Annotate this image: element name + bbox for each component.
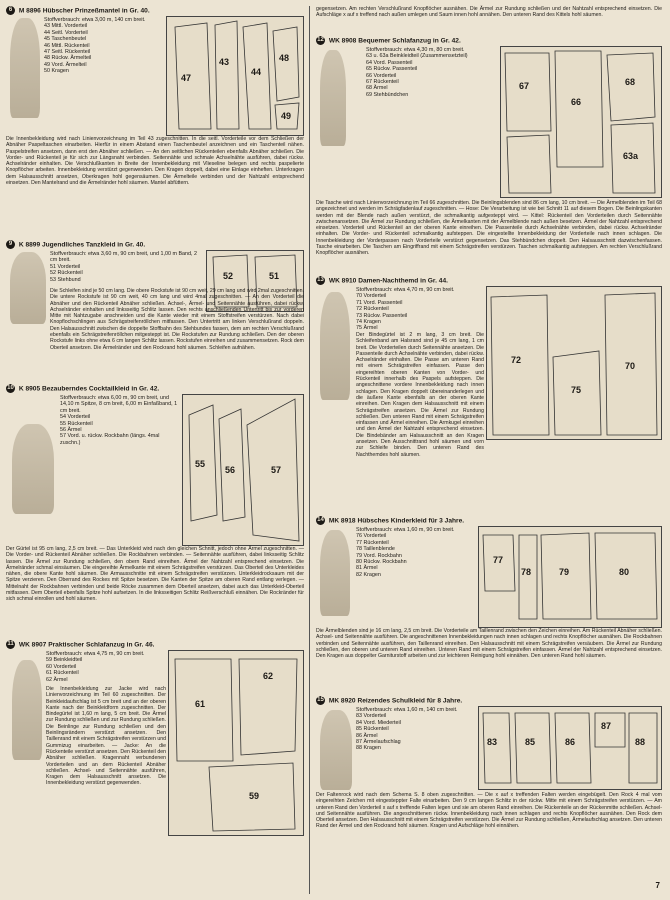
pattern-section-14: [316, 516, 664, 692]
fabric-usage: Stoffverbrauch: etwa 4,30 m, 80 cm breit.: [366, 47, 465, 53]
instructions-text: Die Tasche wird nach Linienvorzeichnung im Teil 66 zugeschnitten. Die Beinlingsblenden sind 86 cm lang, 10 cm breit. — Die Ärmelblenden im Teil 68 angezeichnet und werden im Schrägfadenlauf zugeschnitten. — Hose: Die Verarbeitung ist wie bei Schnitt 11 auf diesem Bogen. Die Beinlingskanten werden mit der Blende nach außen verstürzt, die schmalkantig aufgesteppt wird. — Kittel: Rückenteil den Vorderteilen durch Seitennähte zwischenansetzen. Die Ärmel zur Rundung schließen, die Ärmelkanten mit der Ärmelblende nach außen besetzen. Ärmel der Nahtzahl entsprechend einsetzen. Vorderteil und Rückenteil an der oberen Kante einreihen. Die Passenteile durch Achselnähte verbinden, dabei rückw. Achselränder einhalten. Die Vorder- und Rückenteil schmalkantig aufsteppen. Die eingestellte Innenbekleidung der Vorderteile nach innen schlagen. Die Innenbekleidung der Vorderpassen nach Vorderteile verstürzt gegensetzen. Das Stehbündchen doppelt. Den Halsausschnitt dazwischenfassen. Tasche einarbeiten. Die Taschen am Eingriffrand mit einem Schrägstreifen verstürzen. Taschen schmalkantig aufsteppen. Am rechten Verschlußrand Knopflöcher ausnähen.: [316, 200, 662, 257]
part-item: 75 Ärmel: [356, 325, 378, 332]
fabric-usage: Stoffverbrauch: etwa 3,00 m, 140 cm breit.: [44, 17, 146, 23]
part-item: 64 Vord. Passenteil: [366, 59, 413, 66]
model-illustration: [10, 252, 46, 324]
section-header: [316, 516, 664, 525]
part-item: 49 Vord. Ärmelteil: [44, 61, 87, 68]
pattern-parts-list: [44, 23, 164, 74]
section-header: [316, 696, 664, 705]
part-item: 43 Mittl. Vorderteil: [44, 23, 88, 30]
instructions-text: Der Bindegürtel ist 2 m lang, 3 cm breit. Die Schleifenband am Halsrand sind je 45 cm lang, 1 cm breit. Die Vorderteilen durch Seitennähte ansetzen. Die Passenteile durch Achselnähte verbinden, dabei rückw. Achselränder einhalten. Die Passe am unteren Rand mit einem Schrägstreifen einfassen. Passe den eingereihten oberen Kanten von Vorder- und Rückenteil innerhalb des Paspels aufsteppen. Die angeschnittene vordere Innenbekleidung nach innen schlagen. Den Kragen doppelt übereinanderlegen und die äußere Kante ebenfalls an der oberen Kante einreihen. Den Kragen dem Halsausschnitt mit einem Schrägstreifen ansetzen. Die Ärmel zur Rundung schließen. Den unteren Rand mit einem Schrägstreifen einfassen und Ärmel einreihen. Die Armkugel einreihen und den Ärmel der Nahtzahl entsprechend einsetzen. Die Bindebänder am Halsausschnitt an den Kragen ansetzen. Den Ausschnittrand hohl säumen und vorn zur Schleife binden. Den unteren Rand des Nachthemdes hohl säumen.: [356, 332, 484, 458]
part-item: 66 Vorderteil: [366, 72, 397, 79]
pattern-section-6: [6, 6, 306, 236]
section-title: Hübscher Prinzeßmantel in Gr. 40.: [42, 7, 150, 15]
section-header: [6, 240, 306, 249]
instructions-head: [44, 74, 162, 132]
piece-number: 61: [195, 699, 206, 709]
instructions-head: [366, 102, 498, 198]
section-title: Hübsches Kinderkleid für 3 Jahre.: [357, 517, 465, 525]
section-number-badge: 14: [317, 517, 324, 523]
piece-number: 79: [559, 567, 570, 577]
section-code: WK 8907: [18, 641, 47, 649]
section-code: K 8899: [18, 241, 41, 249]
part-item: 51 Vorderteil: [50, 263, 81, 270]
part-item: 59 Beinkleidteil: [46, 657, 83, 664]
section-code: M 8896: [18, 7, 41, 15]
model-illustration: [320, 710, 352, 790]
section-code: MK 8918: [328, 517, 356, 525]
section-number-badge: 11: [7, 641, 14, 647]
piece-number: 85: [525, 737, 536, 747]
section-number-badge: 10: [7, 385, 14, 391]
pattern-parts-list: [356, 293, 486, 331]
piece-number: 48: [279, 53, 290, 63]
part-item: 70 Vorderteil: [356, 293, 387, 300]
pattern-parts-list: [356, 713, 476, 751]
part-item: 85 Rückenteil: [356, 726, 389, 733]
piece-number: 70: [625, 361, 636, 371]
pattern-section-10: [6, 384, 306, 634]
part-item: 62 Ärmel: [46, 676, 68, 683]
part-item: 74 Kragen: [356, 319, 381, 326]
pattern-diagram: [478, 706, 662, 790]
pattern-diagram: [500, 46, 662, 198]
part-item: 88 Kragen: [356, 745, 381, 752]
pattern-pieces-svg: [479, 707, 661, 789]
instructions-head: [60, 458, 178, 540]
part-item: 46 Mittl. Rückenteil: [44, 42, 90, 49]
piece-number: 67: [519, 81, 530, 91]
model-illustration: [10, 18, 40, 118]
section-header: [6, 384, 306, 393]
column-divider: [309, 6, 310, 894]
piece-number: 63a: [623, 151, 639, 161]
model-illustration: [12, 660, 42, 760]
section-header: [316, 36, 664, 45]
instructions-text: Die Schleifen sind je 50 cm lang. Die obere Rockstufe ist 90 cm weit, 29 cm lang und wird 2mal zugeschnitten. Die untere Rockstufe ist 90 cm weit, 40 cm lang und wird 4mal zugeschnitten. — An den Vorderteil die Abnäher und den Rückenteil Abnäher schließen. Achsel-, Ärmel- und Seitennähte ausführen, dabei rückw. Achselränder einhalten und linksseitig Schlitz lassen. Den rechts anschließenden Untertritt bis zur vorderen Mitte mit Nahtzugabe anschneiden und die Kante wieder mit einem Stoffstreifen verstürzen. Nach dabei Knopflochschlingen aus Schrägstreifenröllchen mitfassen. Den Untertritt am linken Verschlußrand doppeln. Den Halsausschnitt zwischen die doppelte Stoffbahn des Stehbundes fassen, dem am rechten Verschlußrand ebenfalls ein Schrägstreifenröllchen mitgesteppt ist. Die Rockstufen zur Rundung schließen. Den der oberen Rockstufe links ohne etwa 6 cm langen Schlitz lassen. Rockstufen einreihen und zusammensetzen. Rock dem Oberteil ansetzen. Die Ärmelränder und den Rockrand hohl säumen. Schleifen aufnähen.: [50, 288, 304, 351]
piece-number: 56: [225, 465, 236, 475]
piece-number: 55: [195, 459, 206, 469]
part-item: 63 u. 63a Beinkleidteil (Zusammensetzteil): [366, 53, 468, 60]
fabric-usage: Stoffverbrauch: etwa 3,60 m, 90 cm breit, und 1,00 m Band, 2 cm breit.: [50, 251, 198, 264]
part-item: 84 Vord. Miederteil: [356, 719, 401, 726]
piece-number: 66: [571, 97, 582, 107]
section-code: K 8905: [18, 385, 41, 393]
pattern-diagram: [486, 286, 662, 440]
piece-number: 75: [571, 385, 582, 395]
fabric-usage: Stoffverbrauch: etwa 1,60 m, 90 cm breit.: [356, 527, 455, 533]
section-number-badge: 6: [6, 6, 15, 15]
fabric-usage: Stoffverbrauch: etwa 4,75 m, 90 cm breit.: [46, 651, 145, 657]
pattern-section-12: [316, 36, 664, 272]
section-number-badge: 13: [317, 277, 324, 283]
pattern-pieces-svg: [169, 651, 303, 835]
section-title: Bezauberndes Cocktailkleid in Gr. 42.: [41, 385, 160, 393]
part-item: 76 Vorderteil: [356, 533, 387, 540]
model-illustration: [12, 424, 54, 514]
pattern-section-15: [316, 696, 664, 872]
part-item: 65 Rückw. Passenteil: [366, 66, 418, 73]
piece-number: 78: [521, 567, 532, 577]
piece-number: 57: [271, 465, 282, 475]
instructions-text: Die Innenbekleidung wird nach Linienvorzeichnung im Teil 43 zugeschnitten. In die seitl. Vorderteile vor dem Schließen der Abnäher Paspeltaschen einarbeiten. Hierfür in einem Abstand einen Taschenbeutel anzeichnen und ein Taschenteil nähen. Paspelstreifen ansetzen, dann erst den Abnäher schließen. — An den seitlichen Rückenteilen ebenfalls Abnäher schließen. Die Vorder- und Rückenteil je für sich zur Längsnaht verbinden. Seitennähte und schmale Achselnähte ausführen, dabei rückw. Achselränder einhalten. Die Verschlußkanten in Breite der Innenbekleidung mit Vlieseline belegen und rechts paspelierte Knopflöcher arbeiten. Innenbekleidung verstürzt gegenwenden. Den Kragen doppelt, dabei eine Einlage einheften. Unterkragen dem Halsausschnitt ansetzen, Oberkragen hohl gegensäumen. Die Ärmelteile verbinden und der Nahtzahl entsprechend einsetzen. Den Mantelrand und die Ärmelränder hohl säumen. Mantel abfüttern.: [6, 136, 304, 187]
model-illustration: [320, 50, 346, 146]
piece-number: 86: [565, 737, 576, 747]
pattern-diagram: [478, 526, 662, 628]
piece-number: 72: [511, 355, 522, 365]
part-item: 48 Rückw. Ärmelteil: [44, 55, 92, 62]
section-number-badge: 12: [317, 37, 324, 43]
instructions-text: Die Innenbekleidung zur Jacke wird nach Linienvorzeichnung im Teil 60 zugeschnitten. Der Beinkleidaufschlag ist 5 cm breit und an der oberen Kante nach der Beinkleidform zugeschnitten. Der Bindegürtel ist 1,60 m lang, 5 cm breit. Die Ärmel zur Rundung schließen und zur Rundung schließen. Die Beinlinge zur Rundung schließen und den Beinlingsrändern verstürzt ansetzen. Den Taillenrand mit einem Schrägstreifen verstürzen und Gummizug einarbeiten. — Jacke: An die Rückenteile verstürzt ansetzen. Den Rückenteil den Abnäher schließen. Kragennaht verbundenen Vorderteilen und an dem Rückenteil Abnäher schließen. Achsel- und Seitennähte ausführen, Kragen dem Halsausschnitt ansetzen. Die Innenbekleidung verstürzt gegenwenden.: [46, 686, 166, 787]
instructions-text: Der Gürtel ist 95 cm lang, 2,5 cm breit. — Das Unterkleid wird nach den gleichen Schnitt, jedoch ohne Ärmel zugeschnitten. — Die Vorder- und Rückenteil Abnäher schließen. Die Rockbahnen verbinden. — Seitennähte ausführen, dabei linksseitig Schlitz lassen. Die Ärmel zur Rundung schließen, den obern Rand einreihen. Ärmel der Nahtzahl entsprechend einsetzen. Die Ärmelränder schmal einsäumen. Die eingereihte Ärmelkante mit einem Schrägstreifen verstürzen. Das Oberteil des Unterkleides nähen, die obere Kante hohl säumen. Die Armausschnitte mit einem Schrägstreifen verstürzen. Unterkleidrocksaum mit der Spitze verzieren. Den Oberrand des Rockes mit Spitze besetzen. Die Kanten der Spitze am oberen Rand entlang verlegen. — Mittelnaht der Rockbahnen verbinden und beide Röcke zusammen dem Oberteil ansetzen, dabei auch das Unterkleid-Oberteil mitfassen. Dem Oberteil ebenfalls Spitze hohl aufsetzen. In die linksseitigen Schlitz Reißverschluß einnähen. Die Rockränder für sich schmal einrollen und hohl säumen.: [6, 546, 304, 603]
part-item: 60 Vorderteil: [46, 663, 77, 670]
section-title: Damen-Nachthemd in Gr. 44.: [358, 277, 448, 285]
section-header: [6, 640, 306, 649]
piece-number: 68: [625, 77, 636, 87]
fabric-usage: Stoffverbrauch: etwa 4,70 m, 90 cm breit.: [356, 287, 455, 293]
pattern-parts-list: [50, 264, 200, 283]
piece-number: 83: [487, 737, 498, 747]
part-item: 80 Rückw. Rockbahn: [356, 559, 407, 566]
pattern-parts-list: [356, 533, 476, 578]
part-item: 52 Rückenteil: [50, 270, 83, 277]
instructions-text: Der Faltenrock wird nach dem Schema S. 8 oben zugeschnitten. — Die x auf x treffenden Falten werden eingebügelt. Den Rock 4 mal vom eingereihten Zeichen mit eingesteppter Falte einarbeiten. Den 9 cm langen Schlitz in der rückw. Mitte mit einem Schrägstreifen verstürzen. — Am unteren Rand den Vorderteil x auf x treffende Falten legen und sie am oberen Rand einreihen. Die Rückenteile an der Rückenmitte schließen. Achsel- und Seitennähte ausführen. Die angeschnittenen rückw. Innenbekleidung nach innen schlagen und rechts Knopflöcher ausnähen. Den Rock dem Oberteil ansetzen. Den Halsausschnitt mit einem Schrägstreifen verstürzen. Die Ärmel zur Rundung schließen, Ärmelaufschlag ansetzen. Den unteren Rand der Ärmel und den Rockrand hohl säumen. Kragen und Aufschläge hohl einnähen.: [316, 792, 662, 830]
section-title: Praktischer Schlafanzug in Gr. 46.: [48, 641, 155, 649]
piece-number: 47: [181, 73, 192, 83]
continuation-text: gegensetzen. Am rechten Verschlußrand Knopflöcher ausnähen. Die Ärmel zur Rundung schließen und der Nahtzahl entsprechend einsetzen. Die Aufschläge x auf x treffend nach außen umlegen und Saum innen hohl annähen. Den unteren Rand des Kittels hohl säumen.: [316, 6, 662, 19]
instructions-head: [356, 578, 476, 624]
piece-number: 80: [619, 567, 630, 577]
fabric-usage: Stoffverbrauch: etwa 1,60 m, 140 cm breit.: [356, 707, 458, 713]
piece-number: 49: [281, 111, 292, 121]
piece-number: 43: [219, 57, 230, 67]
model-illustration: [320, 292, 350, 400]
pattern-pieces-svg: [479, 527, 661, 627]
piece-number: 87: [601, 721, 612, 731]
part-item: 73 Rückw. Passenteil: [356, 312, 408, 319]
piece-number: 88: [635, 737, 646, 747]
pattern-pieces-svg: [183, 395, 303, 545]
instructions-text: Die Ärmelblenden sind je 16 cm lang, 2,5 cm breit. Die Vorderteile am Taillenrand zwischen den Zeichen einreihen. Am Rückenteil Abnäher schließen. Achsel- und Seitennähte ausführen. Die angeschnittenen Innenbekleidungen nach innen schlagen und rechts Knopflöcher ausnähen. Die Rockbahnen verbinden und Seitennähte ausführen, den Taillenrand einreihen. Den Halsausschnitt mit einem Schrägstreifen versäubern. Die Ärmel zur Rundung schließen, den oberen und unteren Rand einreihen. Unteren Rand mit einem Schrägstreifen einfassen. Ärmel der Nahtzahl entsprechend einsetzen. Den Kragen aus doppelter Garniturstoff arbeiten und zur leichteren Reinigung hohl einnähen. Den unteren Rand hohl säumen.: [316, 628, 662, 660]
fabric-usage: Stoffverbrauch: etwa 6,00 m, 90 cm breit, und 14,10 m Spitze, 8 cm breit, 6,00 m Einfaßband, 1 cm breit.: [60, 395, 178, 414]
part-item: 78 Taillenblende: [356, 546, 395, 553]
piece-number: 59: [249, 791, 260, 801]
pattern-parts-list: [366, 53, 496, 98]
page-number: 7: [655, 881, 660, 890]
part-item: 55 Rückenteil: [60, 420, 93, 427]
section-title: Reizendes Schulkleid für 8 Jahre.: [357, 697, 463, 705]
piece-number: 77: [493, 555, 504, 565]
part-item: 61 Rückenteil: [46, 670, 79, 677]
piece-number: 52: [223, 271, 234, 281]
part-item: 56 Ärmel: [60, 427, 82, 434]
part-item: 71 Vord. Passenteil: [356, 299, 403, 306]
pattern-section-9: [6, 240, 306, 376]
section-code: WK 8908: [328, 37, 357, 45]
part-item: 86 Ärmel: [356, 732, 378, 739]
part-item: 45 Taschenbeutel: [44, 36, 87, 43]
section-code: WK 8910: [328, 277, 357, 285]
part-item: 44 Seitl. Vorderteil: [44, 29, 88, 36]
pattern-pieces-svg: [501, 47, 661, 197]
pattern-parts-list: [60, 414, 180, 446]
pattern-diagram: [182, 394, 304, 546]
pattern-diagram: [166, 16, 304, 136]
model-illustration: [320, 530, 350, 616]
pattern-section-13: [316, 276, 664, 512]
part-item: 83 Vorderteil: [356, 713, 387, 720]
section-number-badge: 9: [6, 240, 15, 249]
part-item: 50 Kragen: [44, 68, 69, 75]
part-item: 69 Stehbündchen: [366, 91, 409, 98]
part-item: 81 Ärmel: [356, 565, 378, 572]
part-item: 67 Rückenteil: [366, 79, 399, 86]
part-item: 47 Seitl. Rückenteil: [44, 49, 91, 56]
part-item: 72 Rückenteil: [356, 306, 389, 313]
pattern-section-11: [6, 640, 306, 894]
pattern-parts-list: [46, 657, 166, 683]
part-item: 57 Vord. u. rückw. Rockbahn (längs. 4mal zuschn.): [60, 433, 160, 446]
pattern-diagram: [168, 650, 304, 836]
part-item: 87 Ärmelaufschlag: [356, 739, 401, 746]
part-item: 77 Rückenteil: [356, 539, 389, 546]
piece-number: 62: [263, 671, 274, 681]
section-header: [316, 276, 664, 285]
part-item: 54 Vorderteil: [60, 414, 91, 421]
part-item: 82 Kragen: [356, 571, 381, 578]
part-item: 53 Stehbund: [50, 276, 81, 283]
section-number-badge: 15: [317, 697, 324, 703]
part-item: 79 Vord. Rockbahn: [356, 552, 402, 559]
section-code: MK 8920: [328, 697, 356, 705]
section-title: Jugendliches Tanzkleid in Gr. 40.: [41, 241, 146, 249]
section-title: Bequemer Schlafanzug in Gr. 42.: [358, 37, 461, 45]
piece-number: 51: [269, 271, 280, 281]
piece-number: 44: [251, 67, 262, 77]
section-header: [6, 6, 306, 15]
part-item: 68 Ärmel: [366, 85, 388, 92]
